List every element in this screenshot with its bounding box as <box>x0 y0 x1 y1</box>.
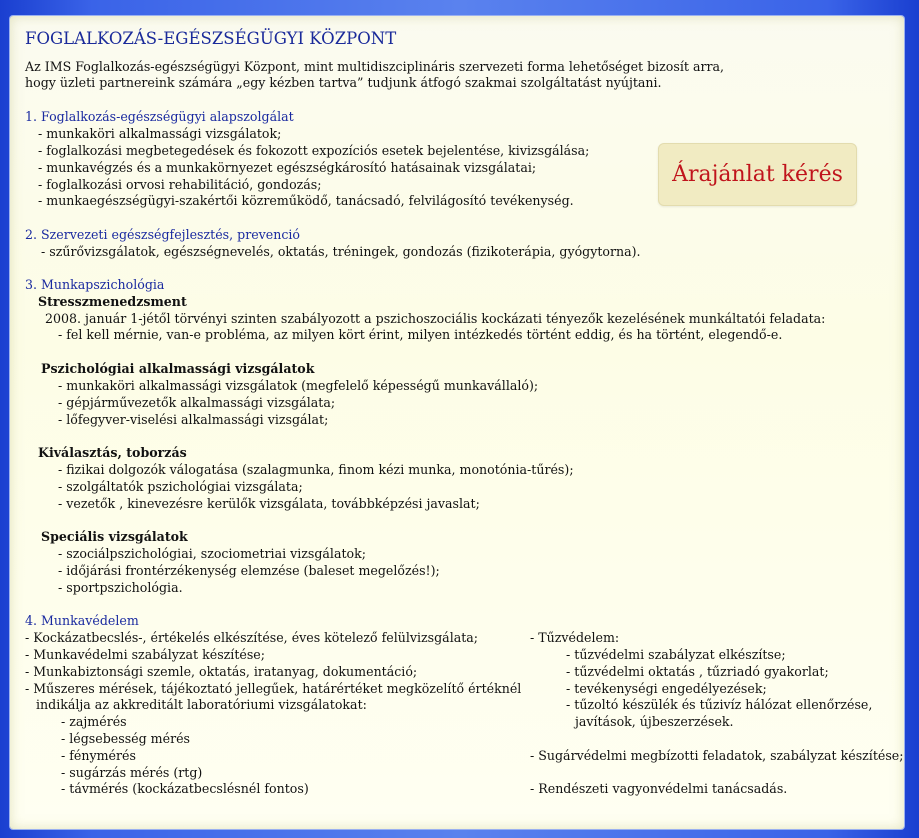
list-item: - munkavégzés és a munkakörnyezet egészségkárosító hatásainak vizsgálatai; <box>38 160 537 175</box>
page-title: FOGLALKOZÁS-EGÉSZSÉGÜGYI KÖZPONT <box>25 29 397 48</box>
measurement-item: - távmérés (kockázatbecslésnél fontos) <box>61 781 309 796</box>
list-item: - Sugárvédelmi megbízotti feladatok, szabályzat készítése; <box>530 748 904 763</box>
intro-line: hogy üzleti partnereink számára „egy kézben tartva” tudjunk átfogó szakmai szolgáltatást nyújtani. <box>25 75 662 90</box>
paragraph: 2008. január 1-jétől törvényi szinten szabályozott a pszichoszociális kockázati tényezők kezelésének munkáltatói feladata: <box>45 311 826 326</box>
list-item: - tűzvédelmi szabályzat elkészítse; <box>566 647 786 662</box>
list-item: - Munkavédelmi szabályzat készítése; <box>25 647 266 662</box>
section-heading: 4. Munkavédelem <box>25 613 139 628</box>
subsection-title: Speciális vizsgálatok <box>41 529 188 544</box>
subsection-title: Pszichológiai alkalmassági vizsgálatok <box>41 361 315 376</box>
list-item: - Munkabiztonsági szemle, oktatás, iratanyag, dokumentáció; <box>25 664 418 679</box>
list-item: - Rendészeti vagyonvédelmi tanácsadás. <box>530 781 788 796</box>
list-item: - munkaegészségügyi-szakértői közreműködő, tanácsadó, felvilágosító tevékenység. <box>38 193 574 208</box>
section-heading: 1. Foglalkozás-egészségügyi alapszolgálat <box>25 109 294 124</box>
list-item: javítások, újbeszerzések. <box>575 714 734 729</box>
list-item: indikálja az akkreditált laboratóriumi vizsgálatokat: <box>36 697 367 712</box>
quote-request-button[interactable]: Árajánlat kérés <box>658 143 857 206</box>
list-item: - lőfegyver-viselési alkalmassági vizsgálat; <box>58 412 329 427</box>
list-item: - tevékenységi engedélyezések; <box>566 681 767 696</box>
measurement-item: - zajmérés <box>61 714 127 729</box>
fire-protection-title: - Tűzvédelem: <box>530 630 620 645</box>
list-item: - szűrővizsgálatok, egészségnevelés, oktatás, tréningek, gondozás (fizikoterápia, gyógytorna). <box>41 244 641 259</box>
intro-line: Az IMS Foglalkozás-egészségügyi Központ, mint multidiszciplináris szervezeti forma lehetőséget bizosít arra, <box>25 59 725 74</box>
list-item: - időjárási frontérzékenység elemzése (baleset megelőzés!); <box>58 563 440 578</box>
section-heading: 2. Szervezeti egészségfejlesztés, prevenció <box>25 227 301 242</box>
subsection-title: Kiválasztás, toborzás <box>38 445 187 460</box>
list-item: - munkaköri alkalmassági vizsgálatok; <box>38 126 282 141</box>
list-item: - szolgáltatók pszichológiai vizsgálata; <box>58 479 303 494</box>
measurement-item: - sugárzás mérés (rtg) <box>61 765 203 780</box>
list-item: - Kockázatbecslés-, értékelés elkészítése, éves kötelező felülvizsgálata; <box>25 630 479 645</box>
list-item: - Műszeres mérések, tájékoztató jellegűek, határértéket megközelítő értéknél <box>25 681 522 696</box>
list-item: - tűzoltó készülék és tűzivíz hálózat ellenőrzése, <box>566 697 873 712</box>
list-item: - foglalkozási orvosi rehabilitáció, gondozás; <box>38 177 322 192</box>
list-item: - vezetők , kinevezésre kerülők vizsgálata, továbbképzési javaslat; <box>58 496 480 511</box>
subsection-title: Stresszmenedzsment <box>38 294 187 309</box>
list-item: - foglalkozási megbetegedések és fokozott expozíciós esetek bejelentése, kivizsgálása; <box>38 143 590 158</box>
measurement-item: - fénymérés <box>61 748 136 763</box>
list-item: - sportpszichológia. <box>58 580 183 595</box>
list-item: - fizikai dolgozók válogatása (szalagmunka, finom kézi munka, monotónia-tűrés); <box>58 462 574 477</box>
measurement-item: - légsebesség mérés <box>61 731 191 746</box>
list-item: - szociálpszichológiai, szociometriai vizsgálatok; <box>58 546 366 561</box>
list-item: - fel kell mérnie, van-e probléma, az milyen kört érint, milyen intézkedés történt eddig, és ha történt, elegendő-e. <box>58 327 783 342</box>
list-item: - munkaköri alkalmassági vizsgálatok (megfelelő képességű munkavállaló); <box>58 378 539 393</box>
section-heading: 3. Munkapszichológia <box>25 277 165 292</box>
list-item: - tűzvédelmi oktatás , tűzriadó gyakorlat; <box>566 664 829 679</box>
list-item: - gépjárművezetők alkalmassági vizsgálata; <box>58 395 336 410</box>
